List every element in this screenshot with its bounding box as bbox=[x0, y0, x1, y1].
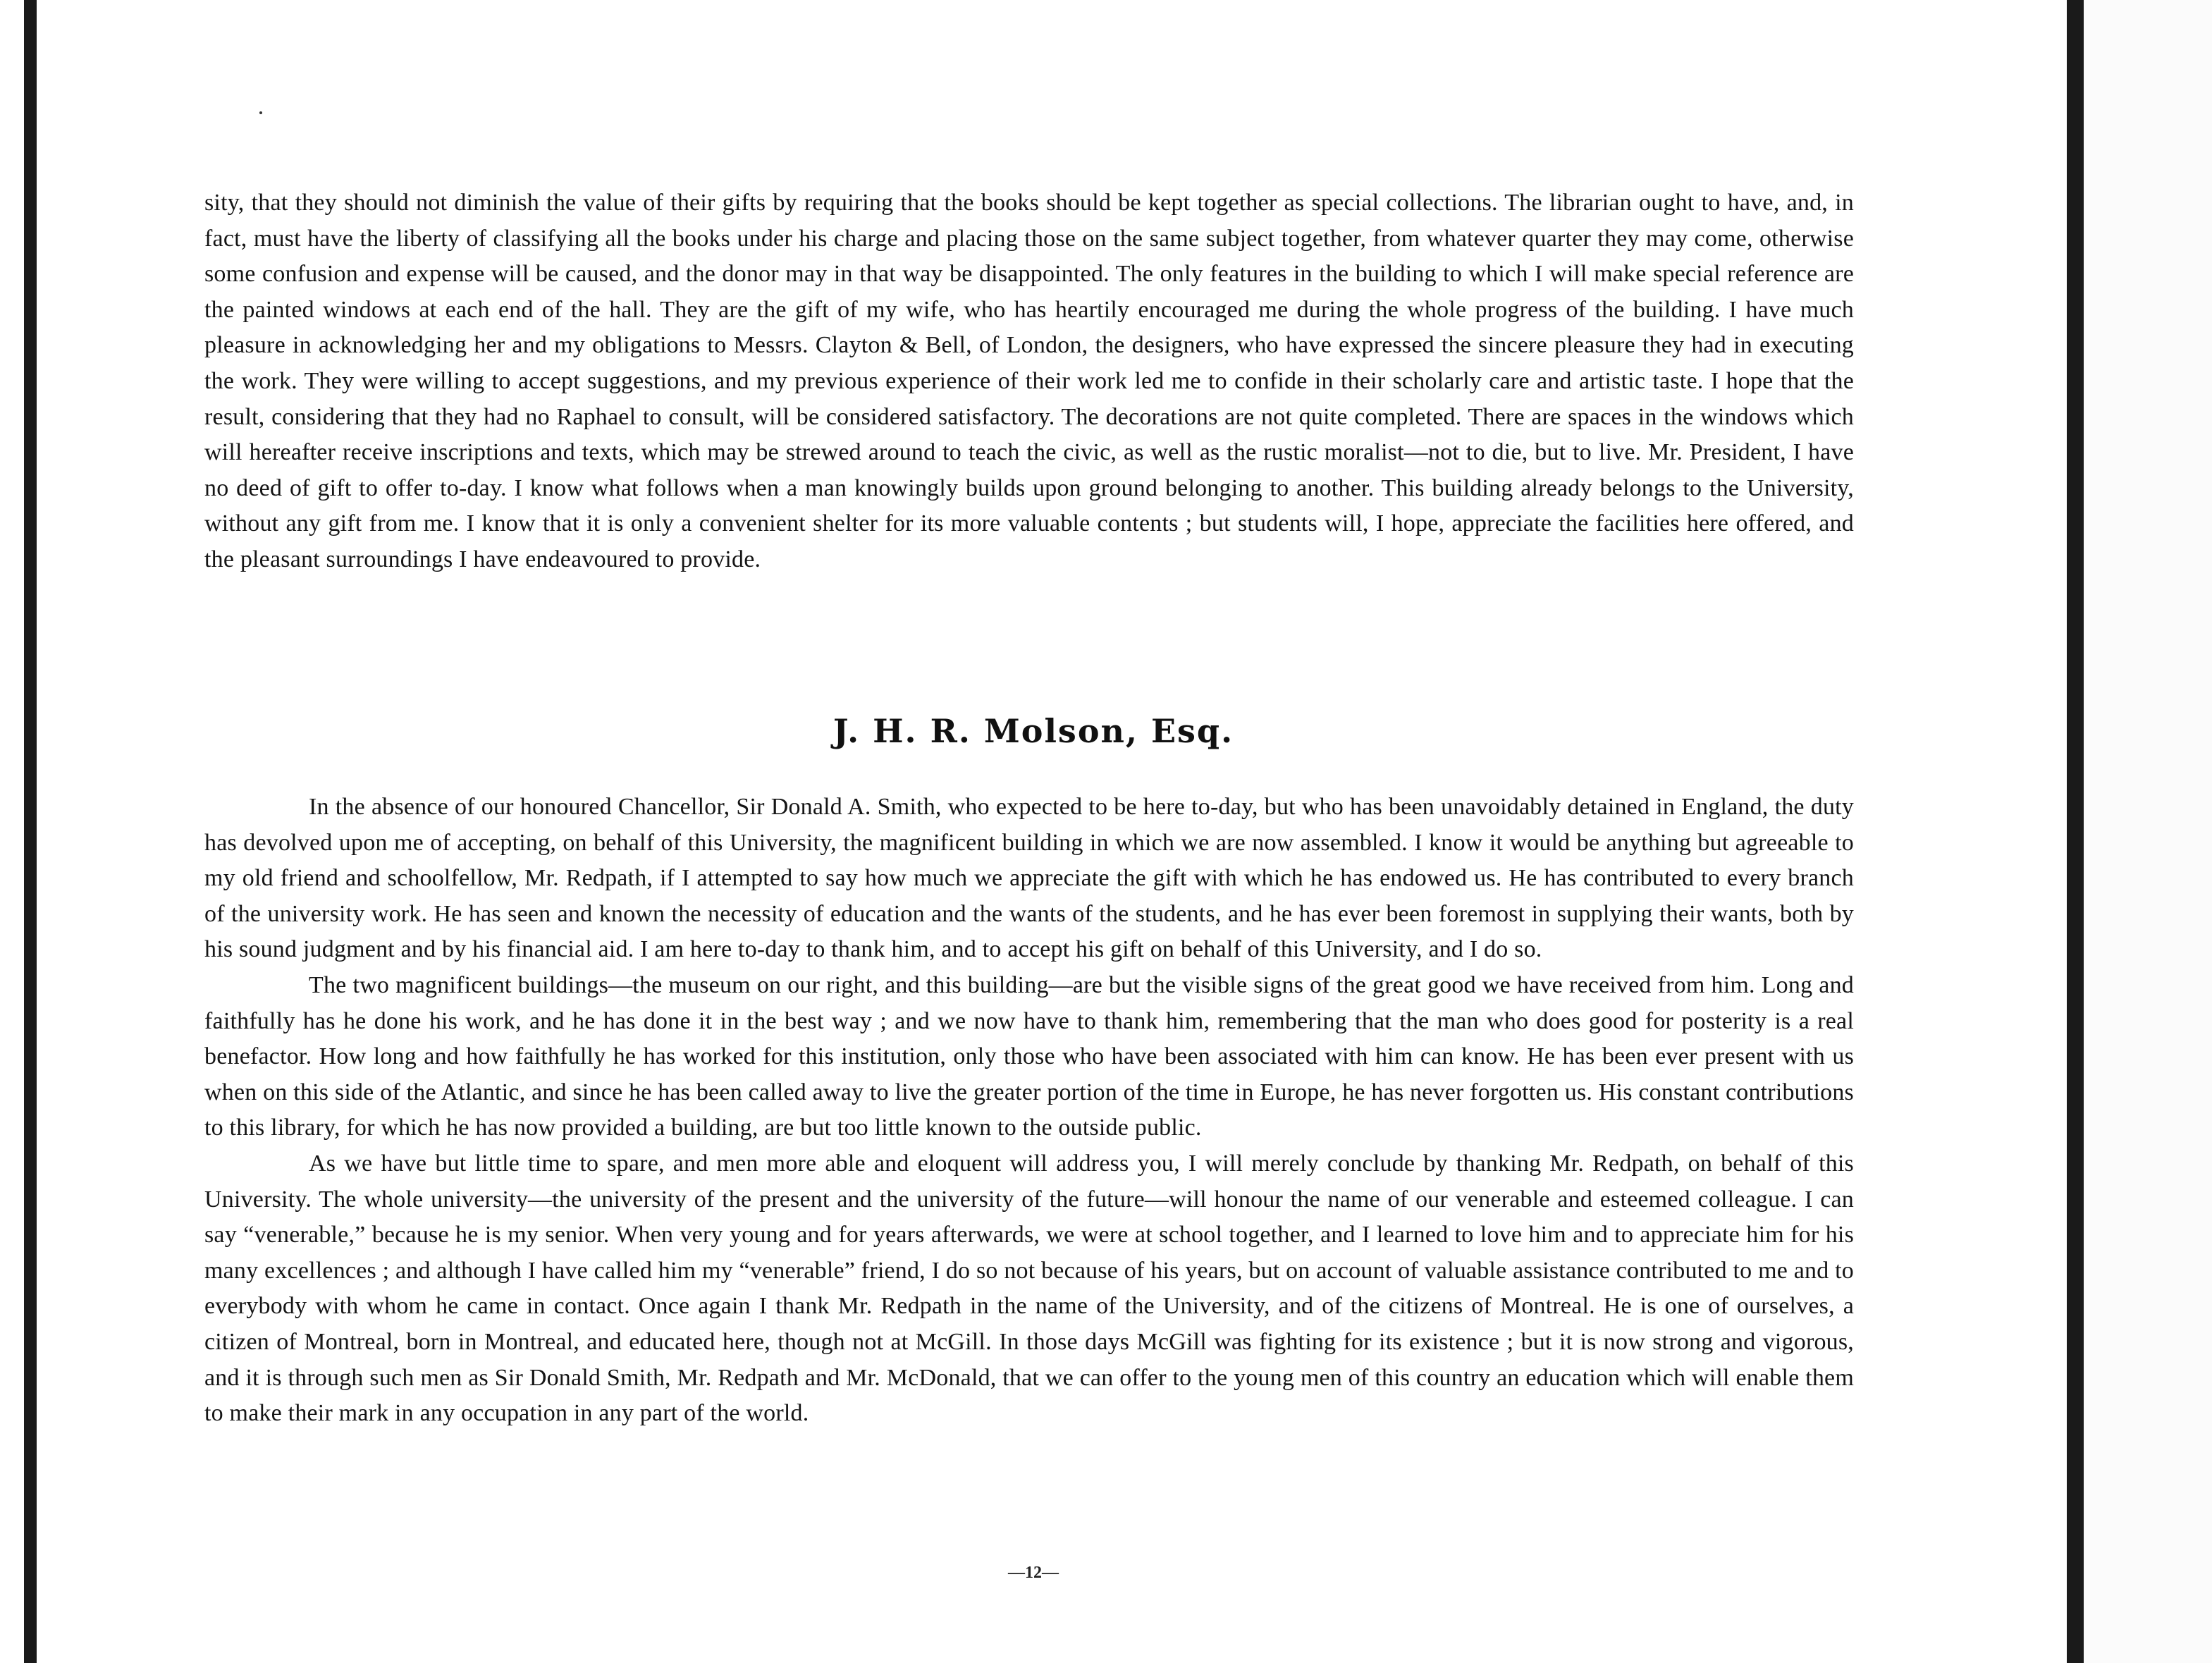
section-heading: J. H. R. Molson, Esq. bbox=[832, 712, 1234, 750]
continued-text-block bbox=[204, 185, 1854, 578]
page-margin-right bbox=[2084, 0, 2212, 1663]
page-left-edge bbox=[24, 0, 37, 1663]
speech-text-block bbox=[204, 790, 1854, 1432]
speech-paragraph-1: In the absence of our honoured Chancellor, Sir Donald A. Smith, who expected to be here to-day, but who has been unavoidably detained in England, the duty has devolved upon me of accepting, on behalf of this University, the magnificent building in which we are now assembled. I know it would be anything but agreeable to my old friend and schoolfellow, Mr. Redpath, if I attempted to say how much we appreciate the gift with which he has endowed us. He has contributed to every branch of the university work. He has seen and known the necessity of education and the wants of the students, and he has ever been foremost in supplying their wants, both by his sound judgment and by his financial aid. I am here to-day to thank him, and to accept his gift on behalf of this University, and I do so. bbox=[204, 794, 1854, 963]
speech-paragraph-2: The two magnificent buildings—the museum on our right, and this building—are but the visible signs of the great good we have received from him. Long and faithfully has he done his work, and he has done it in the best way ; and we now have to thank him, remembering that the man who does good for posterity is a real benefactor. How long and how faithfully he has worked for this institution, only those who have been associated with him can know. He has been ever present with us when on this side of the Atlantic, and since he has been called away to live the greater portion of the time in Europe, he has never forgotten us. His constant contributions to this library, for which he has now provided a building, are but too little known to the outside public. bbox=[204, 971, 1854, 1141]
continued-paragraph: sity, that they should not diminish the value of their gifts by requiring that the books should be kept together as special collections. The librarian ought to have, and, in fact, must have the liberty of classifying all the books under his charge and placing those on the same subject together, from whatever quarter they may come, otherwise some confusion and expense will be caused, and the donor may in that way be disappointed. The only features in the building to which I will make special reference are the painted windows at each end of the hall. They are the gift of my wife, who has heartily encouraged me during the whole progress of the building. I have much pleasure in acknowledging her and my obligations to Messrs. Clayton & Bell, of London, the designers, who have expressed the sincere pleasure they had in executing the work. They were willing to accept suggestions, and my previous experience of their work led me to confide in their scholarly care and artistic taste. I hope that the result, considering that they had no Raphael to consult, will be considered satisfactory. The decorations are not quite completed. There are spaces in the windows which will hereafter receive inscriptions and texts, which may be strewed around to teach the civic, as well as the rustic moralist—not to die, but to live. Mr. President, I have no deed of gift to offer to-day. I know what follows when a man knowingly builds upon ground belonging to another. This building already belongs to the University, without any gift from me. I know that it is only a convenient shelter for its more valuable contents ; but students will, I hope, appreciate the facilities here offered, and the pleasant surroundings I have endeavoured to provide. bbox=[204, 190, 1854, 572]
ink-speck bbox=[259, 111, 262, 114]
speech-paragraph-3: As we have but little time to spare, and men more able and eloquent will address you, I will merely conclude by thanking Mr. Redpath, on behalf of this University. The whole university—the university of the present and the university of the future—will honour the name of our venerable and esteemed colleague. I can say “venerable,” because he is my senior. When very young and for years afterwards, we were at school together, and I learned to love him and to appreciate him for his many excellences ; and although I have called him my “venerable” friend, I do so not because of his years, but on account of valuable assistance contributed to me and to everybody with whom he came in contact. Once again I thank Mr. Redpath in the name of the University, and of the citizens of Montreal. He is one of ourselves, a citizen of Montreal, born in Montreal, and educated here, though not at McGill. In those days McGill was fighting for its existence ; but it is now strong and vigorous, and it is through such men as Sir Donald Smith, Mr. Redpath and Mr. McDonald, that we can offer to the young men of this country an education which will enable them to make their mark in any occupation in any part of the world. bbox=[204, 1150, 1854, 1427]
page-number: —12— bbox=[1008, 1564, 1059, 1582]
page-right-edge bbox=[2067, 0, 2084, 1663]
